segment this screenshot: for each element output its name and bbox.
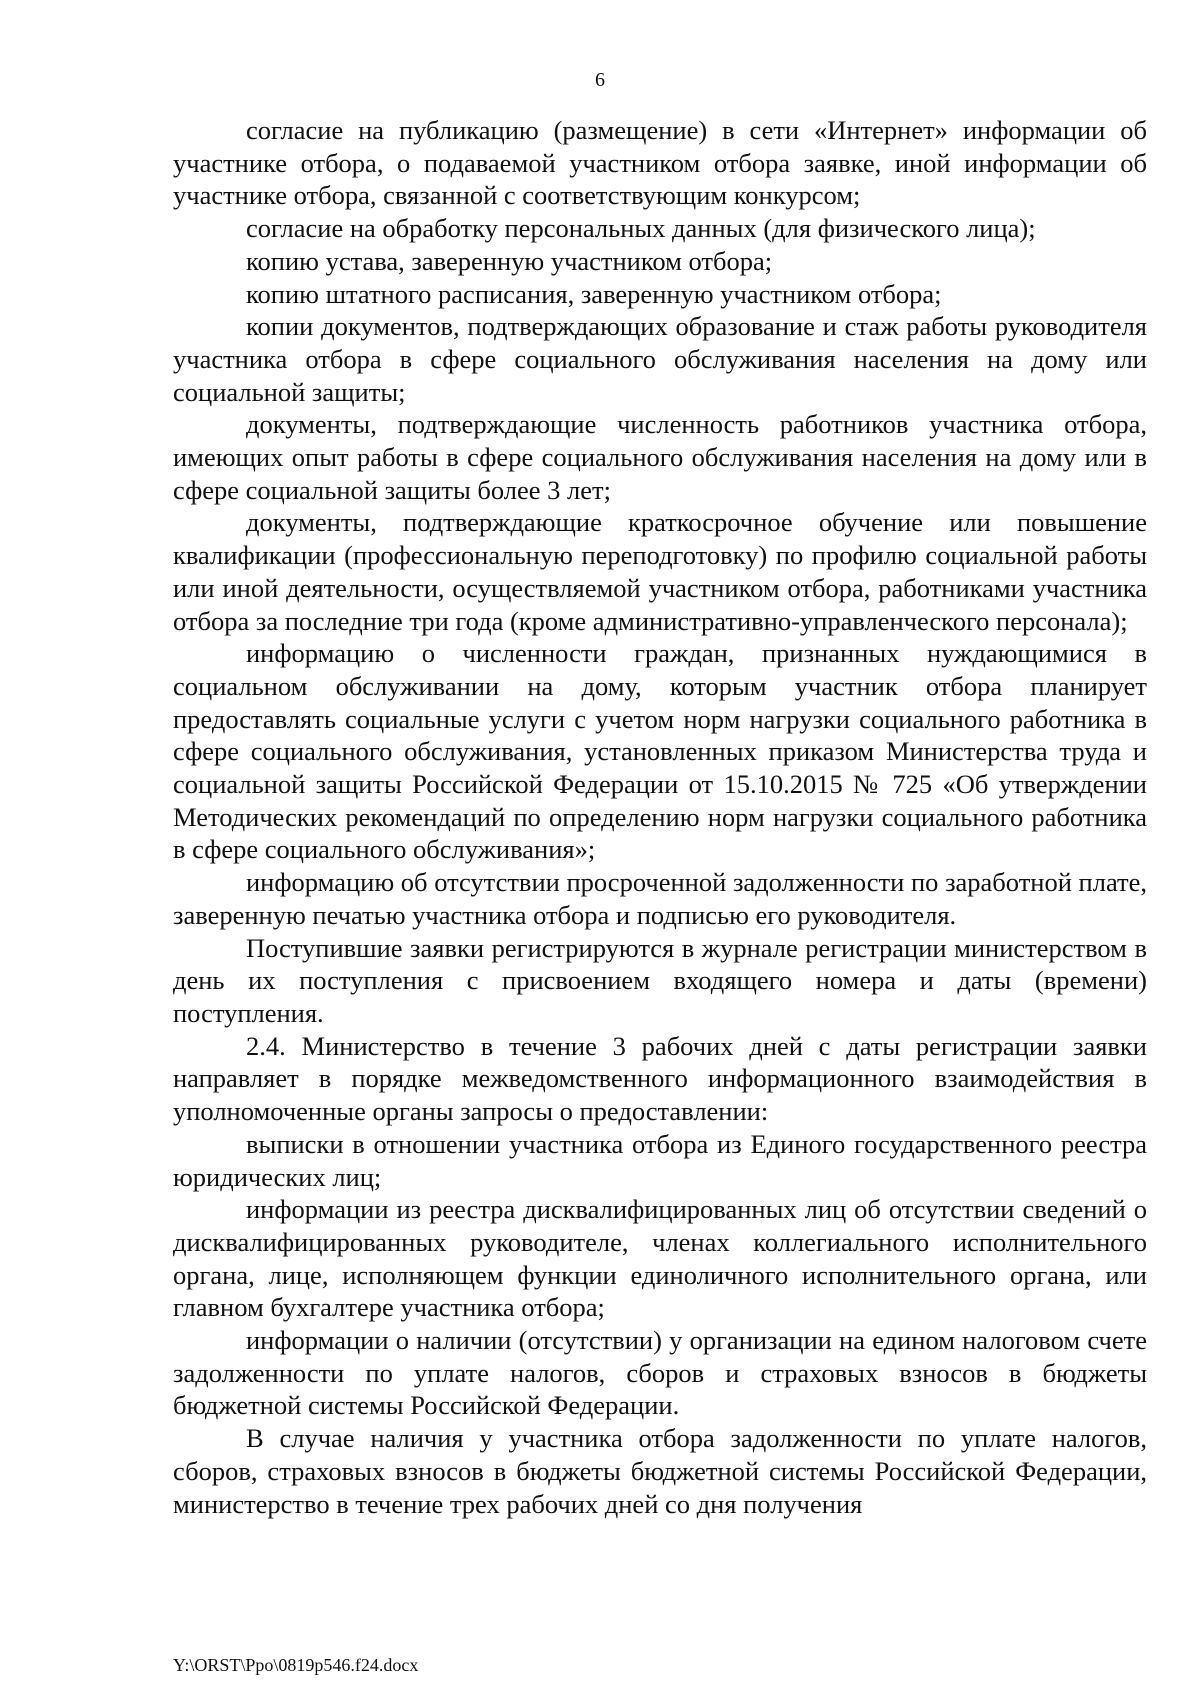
paragraph: 2.4. Министерство в течение 3 рабочих дней с даты регистрации заявки направляет в порядке межведомственного информационного взаимодействия в уполномоченные органы запросы о предоставлении:: [173, 1030, 1147, 1127]
paragraph: копию устава, заверенную участником отбора;: [246, 245, 773, 276]
paragraph: информации о наличии (отсутствии) у организации на едином налоговом счете задолженности по уплате налогов, сборов и страховых взносов в бюджеты бюджетной системы Российской Федерации.: [173, 1325, 1147, 1421]
paragraph: согласие на обработку персональных данных (для физического лица);: [246, 213, 1036, 244]
page-number: 6: [595, 69, 605, 91]
paragraph: документы, подтверждающие краткосрочное обучение или повышение квалификации (профессиональную переподготовку) по профилю социальной работы или иной деятельности, осуществляемой участником отбора, работниками участника отбора за последние три года (кроме административно-управленческого персонала);: [173, 507, 1147, 636]
paragraph: копию штатного расписания, заверенную участником отбора;: [246, 278, 942, 309]
paragraph: копии документов, подтверждающих образование и стаж работы руководителя участника отбора в сфере социального обслуживания населения на дому или социальной защиты;: [173, 311, 1147, 407]
paragraph: В случае наличия у участника отбора задолженности по уплате налогов, сборов, страховых взносов в бюджеты бюджетной системы Российской Федерации, министерство в течение трех рабочих дней со дня получения: [173, 1423, 1147, 1519]
paragraph: информацию об отсутствии просроченной задолженности по заработной плате, заверенную печатью участника отбора и подписью его руководителя.: [173, 867, 1147, 930]
paragraph: Поступившие заявки регистрируются в журнале регистрации министерством в день их поступления с присвоением входящего номера и даты (времени) поступления.: [173, 932, 1147, 1028]
paragraph: информации из реестра дисквалифицированных лиц об отсутствии сведений о дисквалифицированных руководителе, членах коллегиального исполнительного органа, лице, исполняющем функции единоличного исполнительного органа, или главном бухгалтере участника отбора;: [173, 1194, 1147, 1323]
paragraph: выписки в отношении участника отбора из Единого государственного реестра юридических лиц;: [173, 1128, 1147, 1192]
document-body: [173, 114, 1147, 1520]
paragraph: согласие на публикацию (размещение) в сети «Интернет» информации об участнике отбора, о подаваемой участником отбора заявке, иной информации об участнике отбора, связанной с соответствующим конкурсом;: [173, 115, 1147, 211]
paragraph: информацию о численности граждан, признанных нуждающимися в социальном обслуживании на дому, которым участник отбора планирует предоставлять социальные услуги с учетом норм нагрузки социального работника в сфере социального обслуживания, установленных приказом Министерства труда и социальной защиты Российской Федерации от 15.10.2015 № 725 «Об утверждении Методических рекомендаций по определению норм нагрузки социального работника в сфере социального обслуживания»;: [173, 638, 1147, 865]
footer-file-path: Y:\ORST\Ppo\0819p546.f24.docx: [173, 1655, 419, 1675]
paragraph: документы, подтверждающие численность работников участника отбора, имеющих опыт работы в сфере социального обслуживания населения на дому или в сфере социальной защиты более 3 лет;: [173, 409, 1147, 505]
